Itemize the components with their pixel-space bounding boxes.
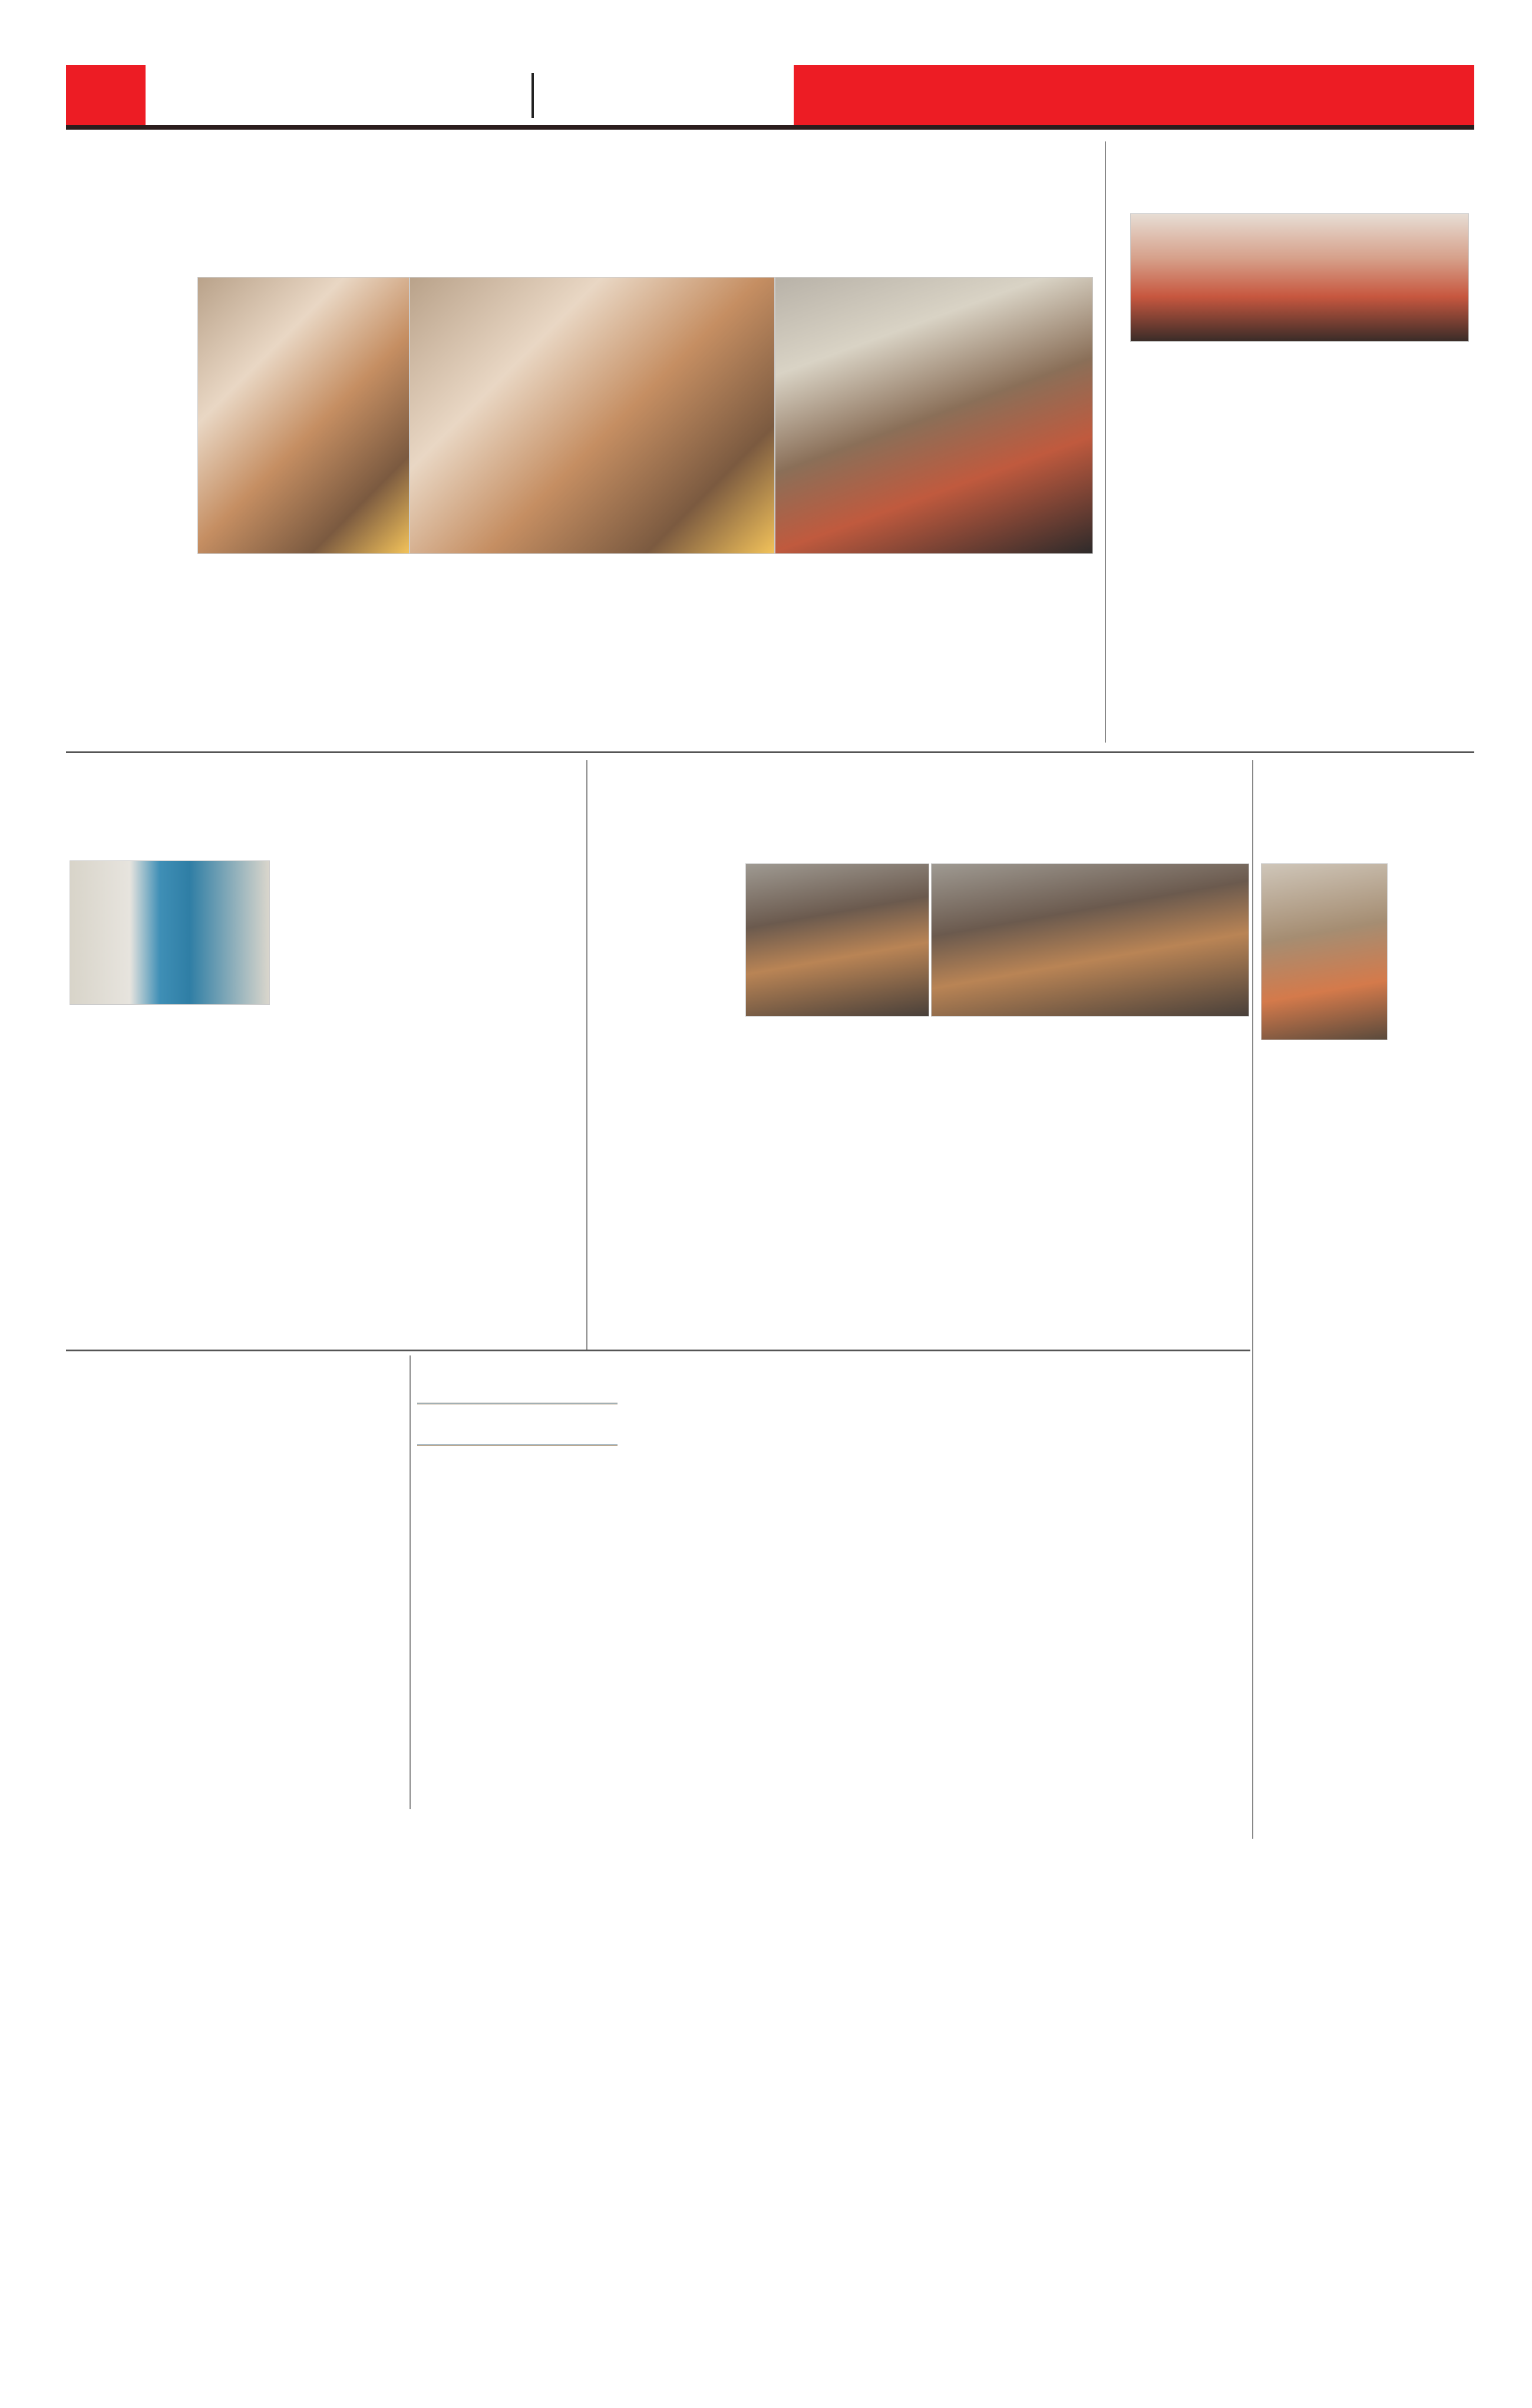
article-body-col3: [433, 1034, 580, 1341]
photo-teacher-school: [1261, 863, 1388, 1040]
article-body-col1: [71, 271, 189, 737]
article-body-col3: [931, 1020, 1084, 1347]
article-body-col2: [200, 1011, 424, 1341]
article-body-col2: [239, 1411, 401, 1806]
photo-mla-bhoomipujan: [410, 277, 775, 554]
page-number: [66, 65, 146, 125]
photo-nukkad-natak: [931, 863, 1249, 1017]
column-divider: [410, 1355, 411, 1809]
column-divider: [1105, 141, 1106, 743]
article-body-col1: [1261, 1043, 1391, 1827]
photo-health-checkup: [745, 863, 929, 1017]
article-body-col5: [645, 560, 787, 737]
article-body-col3: [345, 560, 486, 737]
column-divider: [586, 760, 587, 1350]
article-body-col6: [795, 560, 1090, 737]
photo-drama-stage: [1130, 213, 1469, 342]
photo-mla-speech: [775, 277, 1093, 554]
article-body-col2: [745, 1020, 922, 1347]
article-body-col1: [595, 863, 739, 1347]
masthead-divider: [531, 73, 534, 118]
article-body-col4: [495, 560, 636, 737]
article-body-col1: [70, 1011, 187, 1341]
masthead-date-panel: [146, 65, 794, 125]
article-body-col4: [1093, 1020, 1246, 1347]
article-body-col2: [1307, 345, 1469, 740]
masthead: [66, 65, 1474, 130]
section-divider: [66, 1350, 1250, 1351]
article-body-col1: [70, 1411, 229, 1806]
photo-spacer-11: [417, 1444, 618, 1446]
photo-patient-bed: [70, 860, 270, 1005]
article-body-col2: [197, 560, 339, 737]
article-body-col1: [1130, 345, 1292, 740]
column-divider: [1252, 760, 1253, 1839]
photo-puja-ceremony: [197, 277, 410, 554]
section-divider: [66, 751, 1474, 753]
article-body-col-top: [433, 860, 580, 1031]
